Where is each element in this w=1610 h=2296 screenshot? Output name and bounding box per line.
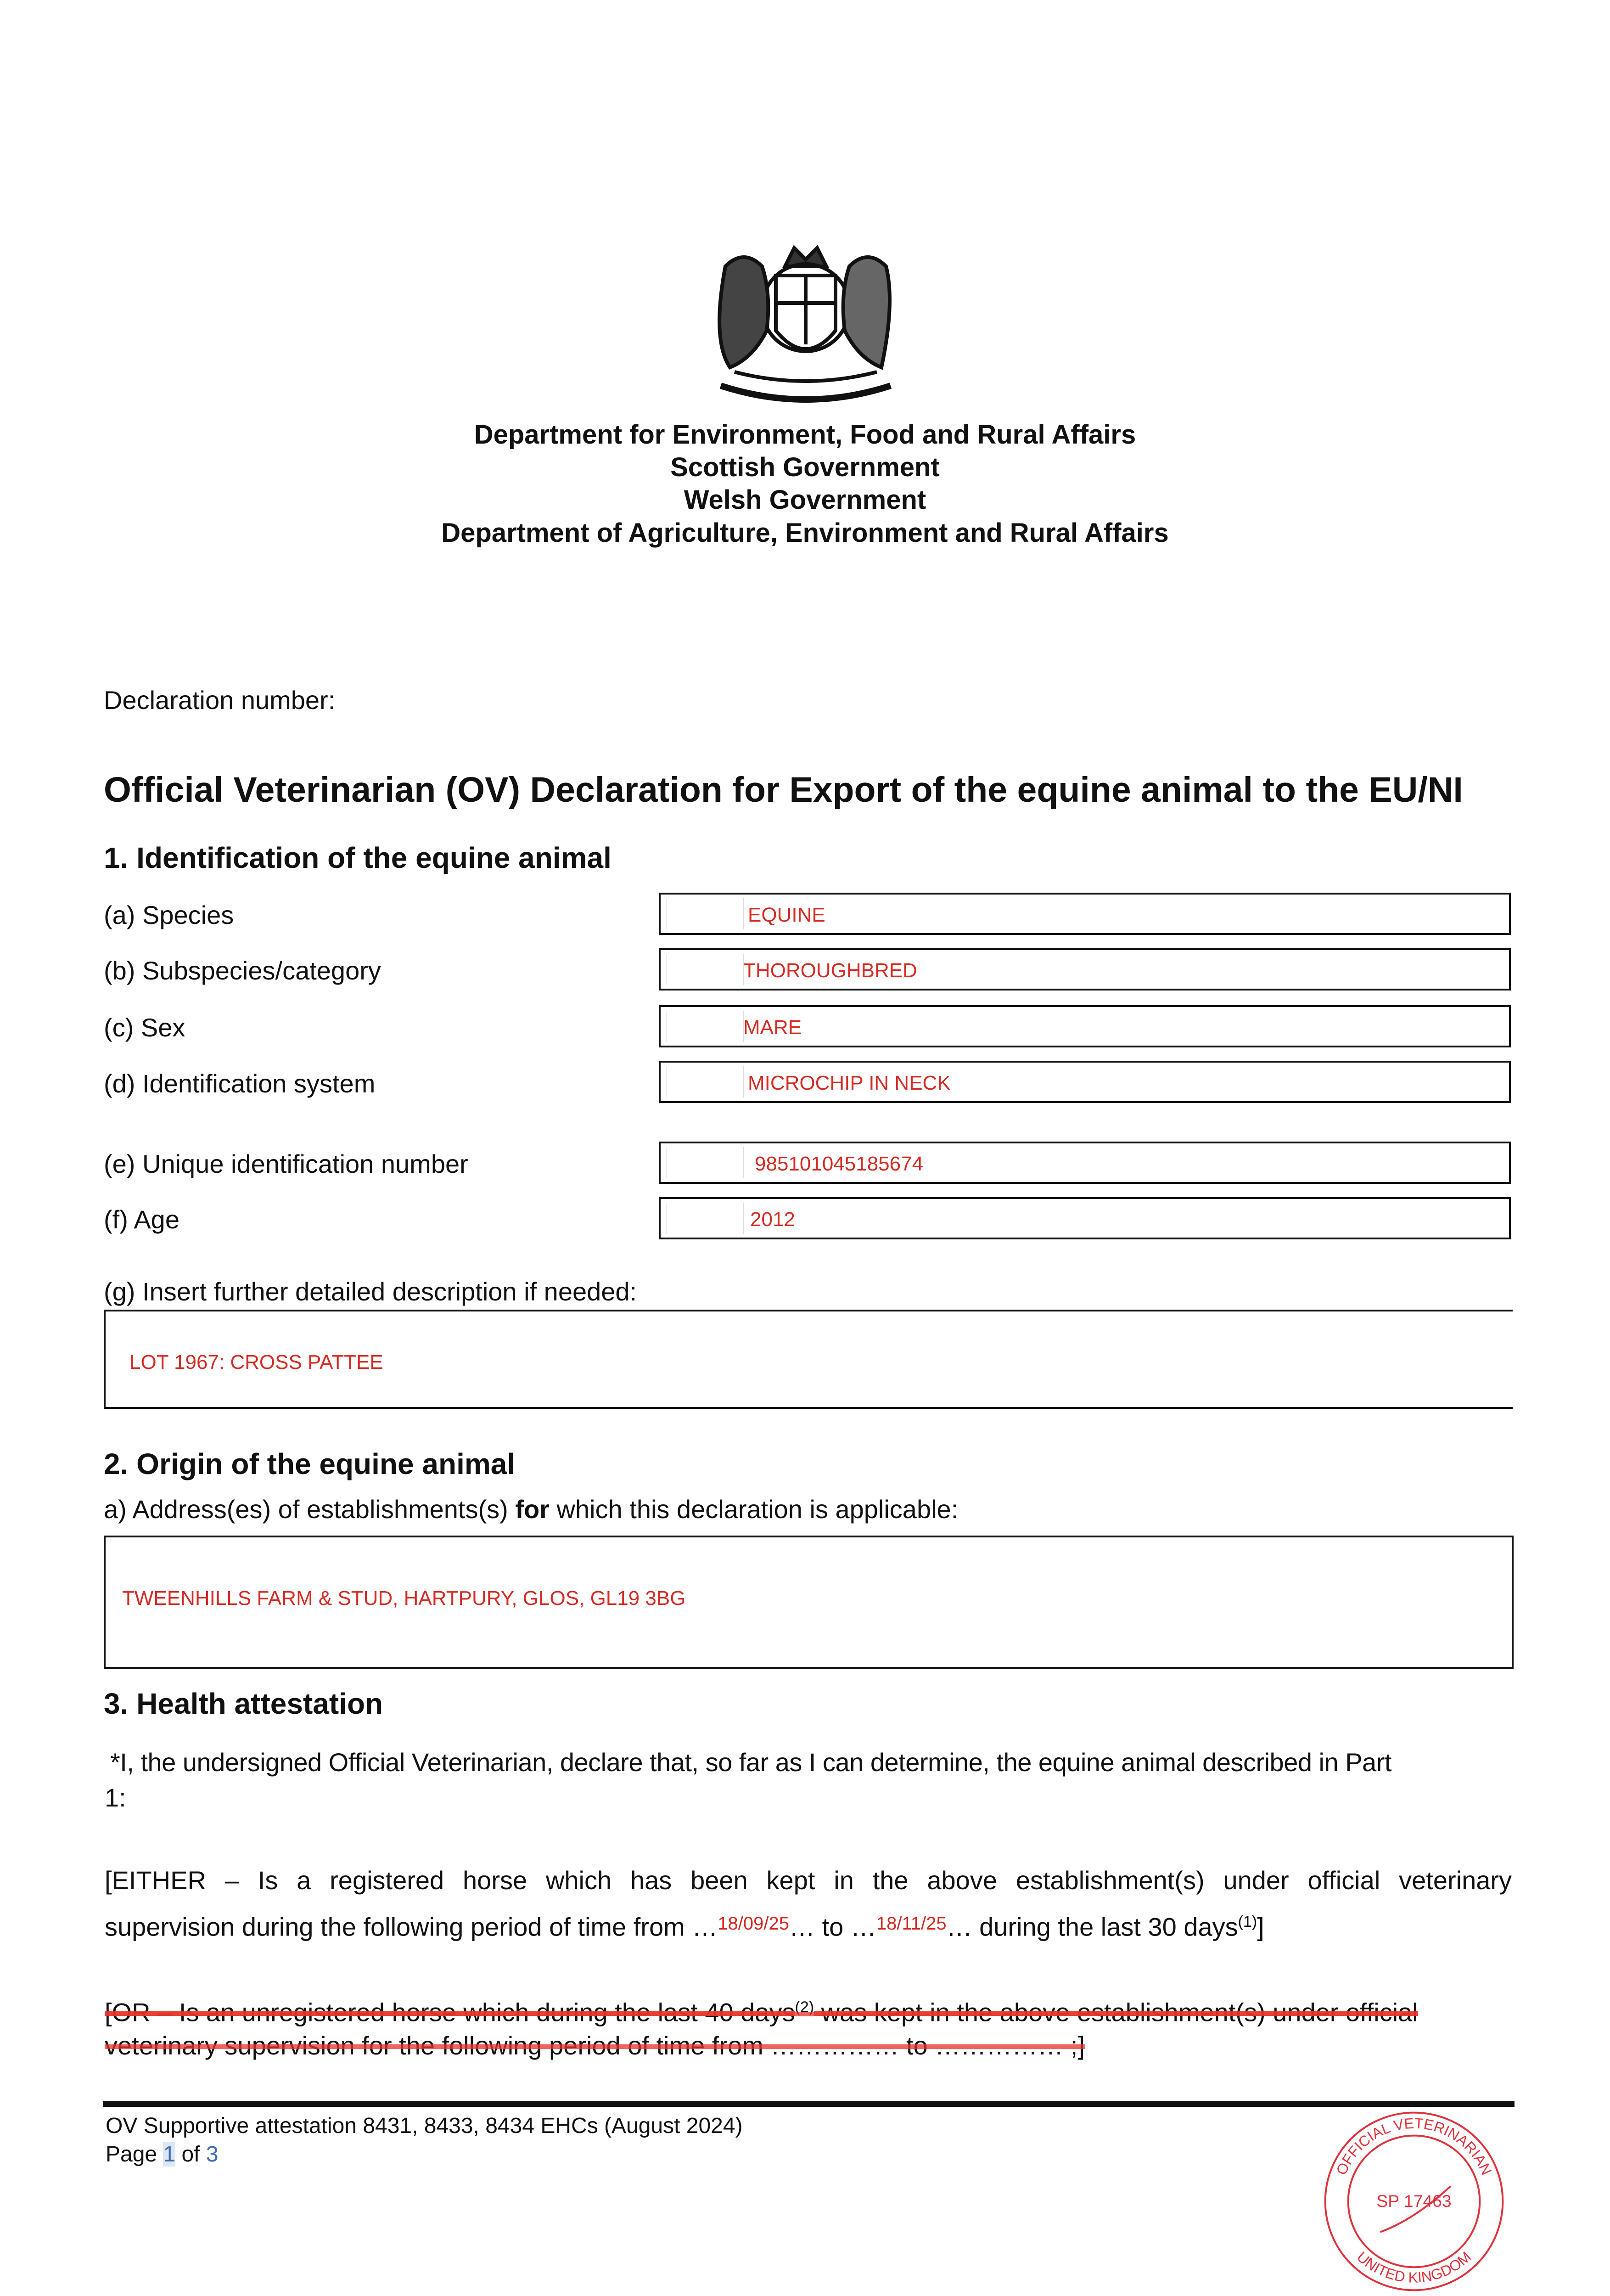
- identification-system-value: MICROCHIP IN NECK: [748, 1072, 951, 1094]
- species-label: (a) Species: [104, 900, 234, 929]
- age-value: 2012: [750, 1208, 795, 1231]
- either-mid: to: [815, 1912, 851, 1941]
- header-department-1: Department for Environment, Food and Rural Affairs: [474, 420, 1136, 450]
- description-value: LOT 1967: CROSS PATTEE: [129, 1351, 383, 1373]
- attestation-intro-line1: *I, the undersigned Official Veterinarian, declare that, so far as I can determine, the equine animal described in Part: [110, 1748, 1391, 1777]
- footer-page-number: [106, 2141, 219, 2168]
- identification-system-label: (d) Identification system: [104, 1069, 376, 1098]
- stamp-bottom-text: UNITED KINGDOM: [1353, 2248, 1475, 2286]
- stamp-number: SP 17463: [1376, 2191, 1452, 2211]
- stamp-top-text: OFFICIAL VETERINARIAN: [1333, 2115, 1495, 2178]
- or-line2: veterinary supervision for the following period of time from …………… to …………… ;]: [105, 2031, 1085, 2060]
- page-of: of: [175, 2142, 206, 2167]
- subspecies-field[interactable]: [659, 948, 1511, 990]
- or-line1-pre: [OR – Is an unregistered horse which during the last 40 days: [105, 1998, 795, 2027]
- subspecies-value: THOROUGHBRED: [743, 959, 917, 982]
- unique-id-field[interactable]: [659, 1142, 1511, 1184]
- declaration-number-label: Declaration number:: [104, 686, 336, 715]
- sex-label: (c) Sex: [104, 1013, 185, 1042]
- either-to-date-field[interactable]: …$^{18/11/25}$…: [850, 1912, 972, 1941]
- royal-coat-of-arms-logo: [707, 239, 904, 409]
- page-total: 3: [206, 2142, 219, 2167]
- or-footnote-ref: (2): [795, 1998, 814, 2016]
- footer-divider: [103, 2101, 1515, 2107]
- official-veterinarian-stamp: [1322, 2110, 1506, 2293]
- section3-heading: 3. Health attestation: [104, 1687, 383, 1720]
- species-field[interactable]: [659, 893, 1511, 935]
- address-label: [104, 1493, 958, 1525]
- description-field[interactable]: [104, 1310, 1513, 1409]
- section1-heading: 1. Identification of the equine animal: [104, 841, 611, 874]
- page-current: 1: [163, 2142, 176, 2167]
- or-line1-post: was kept in the above establishment(s) under official: [814, 1998, 1418, 2027]
- identification-system-field[interactable]: [659, 1061, 1511, 1103]
- address-field[interactable]: [104, 1536, 1514, 1669]
- header-department-4: Department of Agriculture, Environment and Rural Affairs: [441, 518, 1169, 548]
- page-label: Page: [106, 2142, 163, 2167]
- sex-field[interactable]: [659, 1005, 1511, 1047]
- either-end: ]: [1257, 1912, 1264, 1941]
- either-line2-pre: supervision during the following period of time from: [105, 1912, 692, 1941]
- attestation-intro-line2: 1:: [105, 1783, 126, 1812]
- either-footnote-ref: (1): [1238, 1913, 1257, 1930]
- header-department-3: Welsh Government: [684, 485, 926, 515]
- subspecies-label: (b) Subspecies/category: [104, 956, 381, 985]
- either-line1: [EITHER – Is a registered horse which has been kept in the above establishment(s) under official veterinary: [105, 1866, 1512, 1895]
- either-from-date-field[interactable]: …$^{18/09/25}$…: [692, 1912, 815, 1941]
- unique-id-value: 985101045185674: [755, 1153, 924, 1175]
- sex-value: MARE: [743, 1016, 802, 1039]
- address-label-bold: for: [515, 1495, 550, 1524]
- either-from-date: 18/09/25: [718, 1913, 790, 1934]
- section2-heading: 2. Origin of the equine animal: [104, 1447, 516, 1480]
- age-field[interactable]: [659, 1197, 1511, 1239]
- age-label: (f) Age: [104, 1205, 180, 1234]
- address-label-post: which this declaration is applicable:: [549, 1495, 959, 1524]
- header-department-2: Scottish Government: [670, 452, 940, 482]
- or-line1: [105, 1991, 1418, 2029]
- species-value: EQUINE: [748, 904, 825, 926]
- page-title: Official Veterinarian (OV) Declaration for Export of the equine animal to the EU/NI: [104, 770, 1463, 810]
- either-to-date: 18/11/25: [876, 1913, 947, 1934]
- address-value: TWEENHILLS FARM & STUD, HARTPURY, GLOS, GL19 3BG: [122, 1587, 686, 1609]
- address-label-pre: a) Address(es) of establishments(s): [104, 1495, 516, 1524]
- unique-id-label: (e) Unique identification number: [104, 1149, 468, 1178]
- either-post: during the last 30 days: [972, 1912, 1238, 1941]
- description-label: (g) Insert further detailed description if needed:: [104, 1277, 637, 1306]
- either-line2: [105, 1906, 1264, 1943]
- footer-reference: OV Supportive attestation 8431, 8433, 8434 EHCs (August 2024): [106, 2114, 743, 2138]
